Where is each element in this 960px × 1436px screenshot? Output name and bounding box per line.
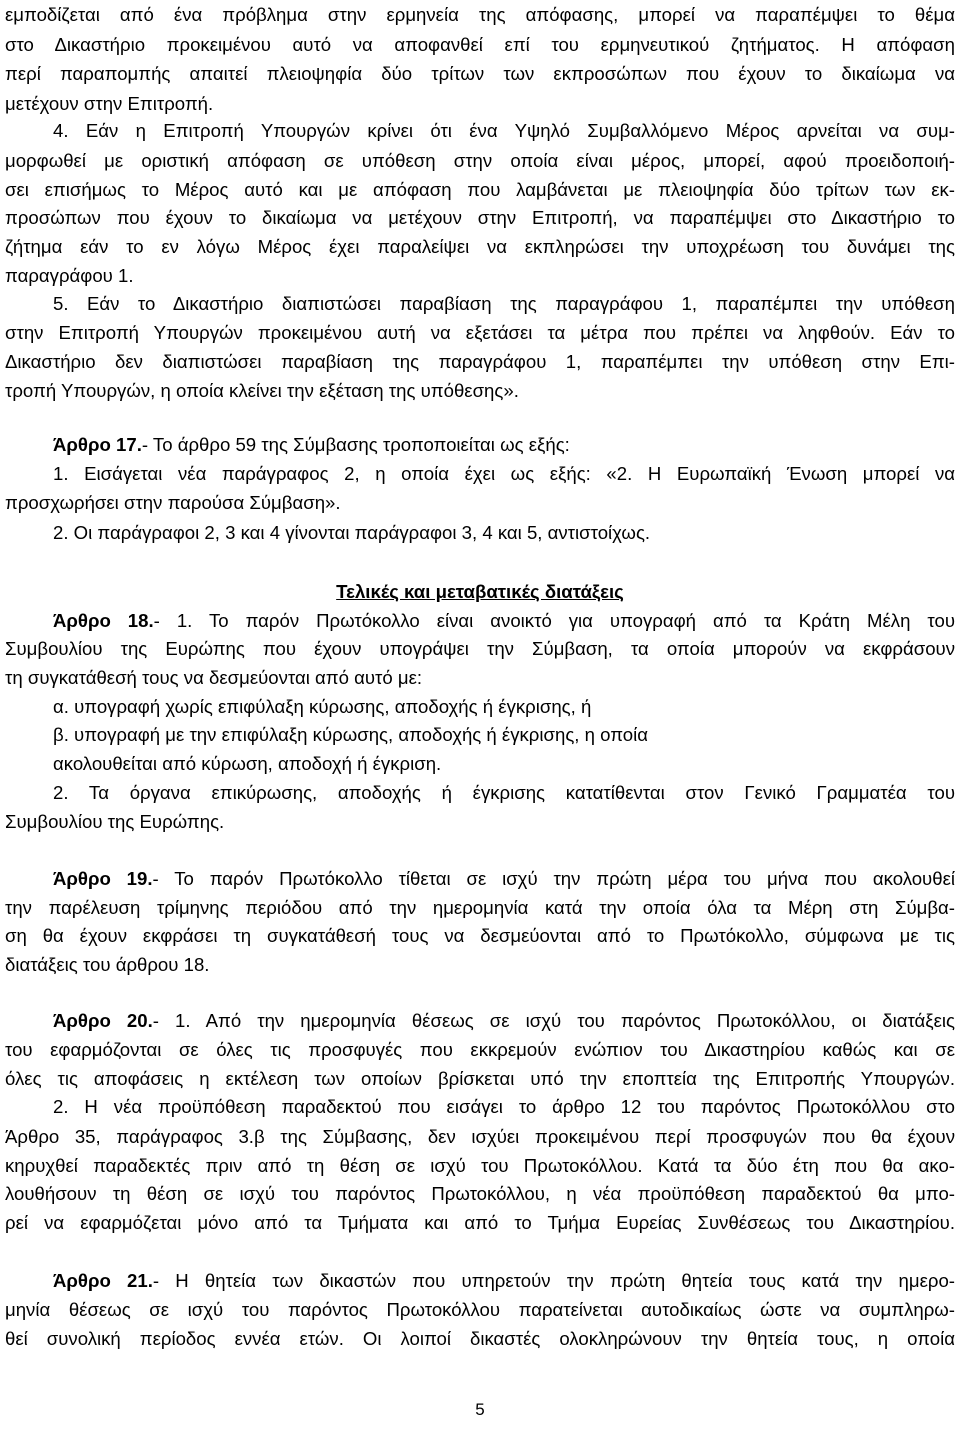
text-line: β. υπογραφή με την επιφύλαξη κύρωσης, αποδοχής ή έγκρισης, η οποία bbox=[53, 724, 648, 745]
text-line: Άρθρο 20.- 1. Από την ημερομηνία θέσεως σε ισχύ του παρόντος Πρωτοκόλλου, οι διατάξεις bbox=[53, 1010, 955, 1031]
text-line: μηνία θέσεως σε ισχύ του παρόντος Πρωτοκόλλου παρατείνεται αυτοδικαίως ώστε να συμπληρω- bbox=[5, 1299, 955, 1320]
page-number: 5 bbox=[475, 1400, 485, 1419]
text-line: στο Δικαστήριο προκειμένου αυτό να αποφανθεί επί του ερμηνευτικού ζητήματος. Η απόφαση bbox=[5, 34, 955, 55]
text-line: προσώπων που έχουν το δικαίωμα να μετέχουν στην Επιτροπή, να παραπέμψει στο Δικαστήριο το bbox=[5, 207, 955, 228]
text-line: κηρυχθεί παραδεκτές πριν από τη θέση σε ισχύ του Πρωτοκόλλου. Κατά τα δύο έτη που θα ακο- bbox=[5, 1155, 955, 1176]
section-heading: Τελικές και μεταβατικές διατάξεις bbox=[336, 581, 624, 602]
text-line: τη συγκατάθεσή τους να δεσμεύονται από αυτό με: bbox=[5, 667, 423, 688]
text-line: στην Επιτροπή Υπουργών προκειμένου αυτή να εξετάσει τα μέτρα που πρέπει να ληφθούν. Εάν το bbox=[5, 322, 955, 343]
text-line: Άρθρο 35, παράγραφος 3.β της Σύμβασης, δεν ισχύει προκειμένου περί προσφυγών που θα έχουν bbox=[5, 1126, 955, 1147]
article-heading: Άρθρο 18. bbox=[53, 610, 154, 631]
text-line: 5. Εάν το Δικαστήριο διαπιστώσει παραβίαση της παραγράφου 1, παραπέμπει την υπόθεση bbox=[53, 293, 955, 314]
text-line: Άρθρο 18.- 1. Το παρόν Πρωτόκολλο είναι ανοικτό για υπογραφή από τα Κράτη Μέλη του bbox=[53, 610, 956, 631]
text-line: 2. Η νέα προϋπόθεση παραδεκτού που εισάγει το άρθρο 12 του παρόντος Πρωτοκόλλου στο bbox=[53, 1096, 955, 1117]
text-line: ση θα έχουν εκφράσει τη συγκατάθεσή τους να δεσμεύονται από το Πρωτόκολλο, σύμφωνα με τις bbox=[5, 925, 955, 946]
text-line: του εφαρμόζονται σε όλες τις προσφυγές που εκκρεμούν ενώπιον του Δικαστηρίου καθώς και σε bbox=[5, 1039, 955, 1060]
text-line: Συμβουλίου της Ευρώπης που έχουν υπογράψει την Σύμβαση, τα οποία μπορούν να εκφράσουν bbox=[5, 638, 955, 659]
text-line: ακολουθείται από κύρωση, αποδοχή ή έγκριση. bbox=[53, 753, 442, 774]
text-line: Άρθρο 21.- Η θητεία των δικαστών που υπηρετούν την πρώτη θητεία τους κατά την ημερο- bbox=[53, 1270, 955, 1291]
text-line: ρεί να εφαρμόζεται μόνο από τα Τμήματα και από το Τμήμα Ευρείας Συνθέσεως του Δικαστηρίου. bbox=[5, 1212, 955, 1233]
article-heading: Άρθρο 17. bbox=[53, 434, 142, 455]
text-line: εμποδίζεται από ένα πρόβλημα στην ερμηνεία της απόφασης, μπορεί να παραπέμψει το θέμα bbox=[5, 4, 955, 25]
text-line: 1. Εισάγεται νέα παράγραφος 2, η οποία έχει ως εξής: «2. Η Ευρωπαϊκή Ένωση μπορεί να bbox=[53, 463, 955, 484]
text-line: θεί συνολική περίοδος εννέα ετών. Οι λοιποί δικαστές ολοκληρώνουν την θητεία τους, η οποία bbox=[5, 1328, 955, 1349]
text-line: μορφωθεί με οριστική απόφαση σε υπόθεση στην οποία είναι μέρος, μπορεί, αφού προειδοποιή- bbox=[5, 150, 955, 171]
article-heading: Άρθρο 20. bbox=[53, 1010, 153, 1031]
text-line: όλες τις αποφάσεις η εκτέλεση των οποίων βρίσκεται υπό την εποπτεία της Επιτροπής Υπουργών. bbox=[5, 1068, 955, 1089]
text-line: Άρθρο 19.- Το παρόν Πρωτόκολλο τίθεται σε ισχύ την πρώτη μέρα του μήνα που ακολουθεί bbox=[53, 868, 955, 889]
text-line: σει επισήμως το Μέρος αυτό και με απόφαση που λαμβάνεται με πλειοψηφία δύο τρίτων των εκ- bbox=[5, 179, 955, 200]
text-line: περί παραπομπής απαιτεί πλειοψηφία δύο τρίτων των εκπροσώπων που έχουν το δικαίωμα να bbox=[5, 63, 955, 84]
article-heading: Άρθρο 19. bbox=[53, 868, 153, 889]
text-line: ζήτημα εάν το εν λόγω Μέρος έχει παραλείψει να εκπληρώσει την υποχρέωση του δυνάμει της bbox=[5, 236, 955, 257]
article-heading: Άρθρο 21. bbox=[53, 1270, 153, 1291]
text-line: την παρέλευση τρίμηνης περιόδου από την ημερομηνία κατά την οποία όλα τα Μέρη στη Σύμβα- bbox=[5, 897, 955, 918]
text-line: Δικαστήριο δεν διαπιστώσει παραβίαση της παραγράφου 1, παραπέμπει την υπόθεση στην Επι- bbox=[5, 351, 955, 372]
text-line: 4. Εάν η Επιτροπή Υπουργών κρίνει ότι ένα Υψηλό Συμβαλλόμενο Μέρος αρνείται να συμ- bbox=[53, 120, 955, 141]
text-line: προσχωρήσει στην παρούσα Σύμβαση». bbox=[5, 492, 341, 513]
text-line: Άρθρο 17.- Το άρθρο 59 της Σύμβασης τροποποιείται ως εξής: bbox=[53, 434, 570, 455]
text-line: λουθήσουν τη θέση σε ισχύ του παρόντος Πρωτοκόλλου, η νέα προϋπόθεση παραδεκτού θα μπο- bbox=[5, 1183, 955, 1204]
text-line bbox=[5, 577, 955, 607]
text-line: τροπή Υπουργών, η οποία κλείνει την εξέταση της υπόθεσης». bbox=[5, 380, 519, 401]
text-line: παραγράφου 1. bbox=[5, 265, 134, 286]
text-line: α. υπογραφή χωρίς επιφύλαξη κύρωσης, αποδοχής ή έγκρισης, ή bbox=[53, 696, 592, 717]
text-line: 2. Οι παράγραφοι 2, 3 και 4 γίνονται παράγραφοι 3, 4 και 5, αντιστοίχως. bbox=[53, 522, 651, 543]
text-line: Συμβουλίου της Ευρώπης. bbox=[5, 811, 225, 832]
text-line: διατάξεις του άρθρου 18. bbox=[5, 954, 210, 975]
text-line: 2. Τα όργανα επικύρωσης, αποδοχής ή έγκρισης κατατίθενται στον Γενικό Γραμματέα του bbox=[53, 782, 955, 803]
text-line: μετέχουν στην Επιτροπή. bbox=[5, 93, 214, 114]
